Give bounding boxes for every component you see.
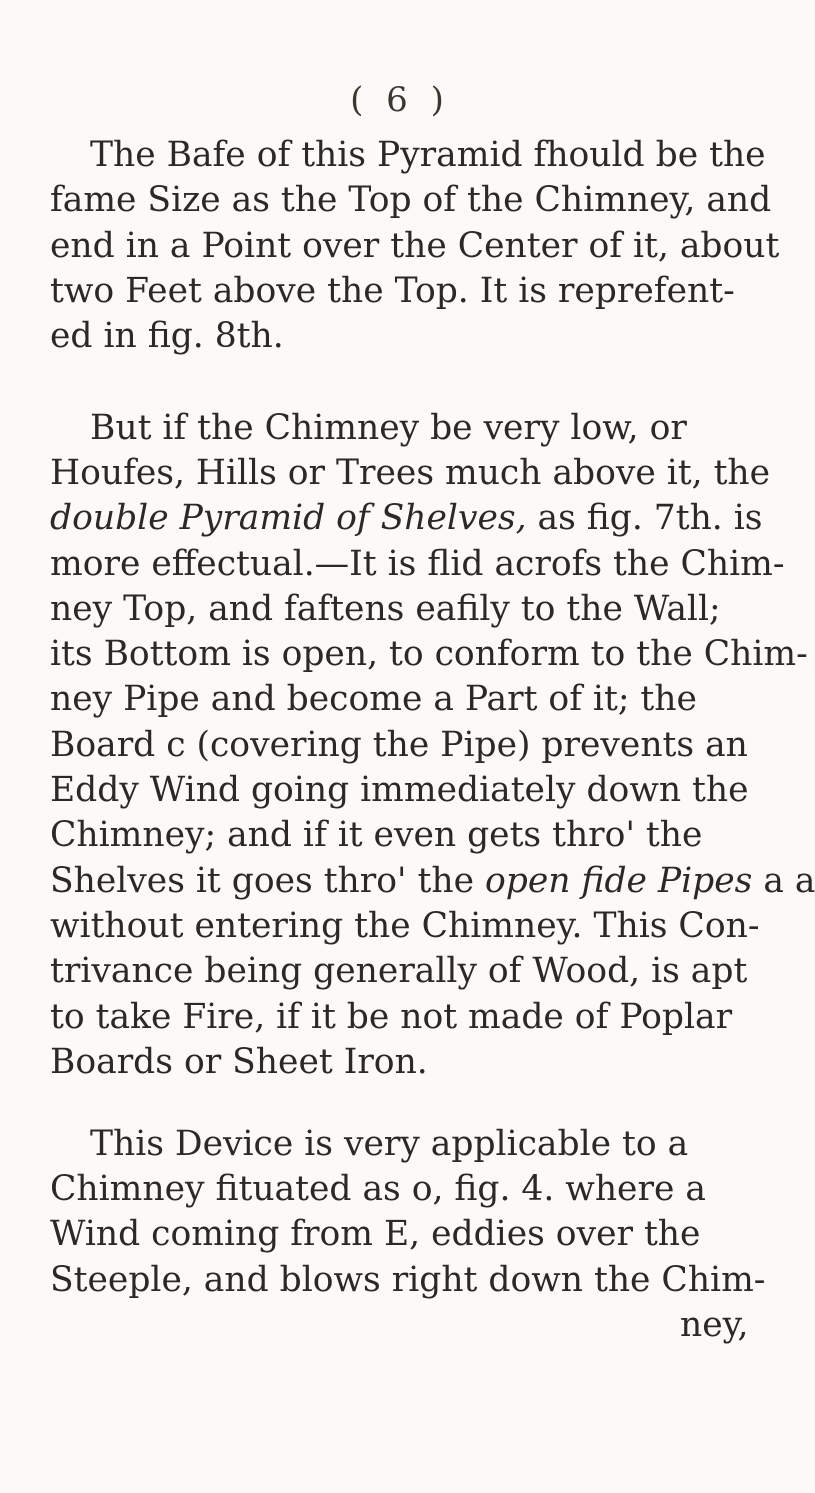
text-line: Board c (covering the Pipe) prevents an	[50, 725, 748, 765]
text-line: ney Top, and faftens eafily to the Wall;	[50, 589, 721, 629]
text-line: Wind coming from E, eddies over the	[50, 1214, 701, 1254]
text-line: fame Size as the Top of the Chimney, and	[50, 180, 772, 220]
text-line: The Bafe of this Pyramid fhould be the	[90, 135, 766, 175]
text-line: end in a Point over the Center of it, about	[50, 226, 780, 266]
text-line: its Bottom is open, to conform to the Chim-	[50, 634, 808, 674]
text-line: ed in fig. 8th.	[50, 316, 284, 356]
text-line: Steeple, and blows right down the Chim-	[50, 1260, 766, 1300]
text-line: trivance being generally of Wood, is apt	[50, 951, 748, 991]
text-line: more effectual.—It is flid acrofs the Chim-	[50, 544, 785, 584]
text-line: two Feet above the Top. It is reprefent-	[50, 271, 735, 311]
italic-phrase: double Pyramid of Shelves,	[50, 498, 527, 538]
text-line: Chimney fituated as o, fig. 4. where a	[50, 1169, 706, 1209]
text-line: to take Fire, if it be not made of Poplar	[50, 997, 733, 1037]
text-segment: a a	[752, 861, 815, 901]
text-line: Eddy Wind going immediately down the	[50, 770, 749, 810]
text-line: But if the Chimney be very low, or	[90, 408, 687, 448]
page-number: ( 6 )	[350, 80, 450, 120]
text-line	[50, 861, 815, 901]
text-line: ney,	[680, 1305, 749, 1345]
text-segment: as fig. 7th. is	[526, 498, 763, 538]
text-line: without entering the Chimney. This Con-	[50, 906, 760, 946]
text-line: Chimney; and if it even gets thro' the	[50, 815, 703, 855]
text-line: Boards or Sheet Iron.	[50, 1042, 428, 1082]
text-line: Houfes, Hills or Trees much above it, the	[50, 453, 771, 493]
text-line: This Device is very applicable to a	[90, 1124, 689, 1164]
text-line	[50, 498, 762, 538]
text-segment: Shelves it goes thro' the	[50, 861, 485, 901]
italic-phrase: open fide Pipes	[484, 861, 753, 901]
text-line: ney Pipe and become a Part of it; the	[50, 679, 697, 719]
